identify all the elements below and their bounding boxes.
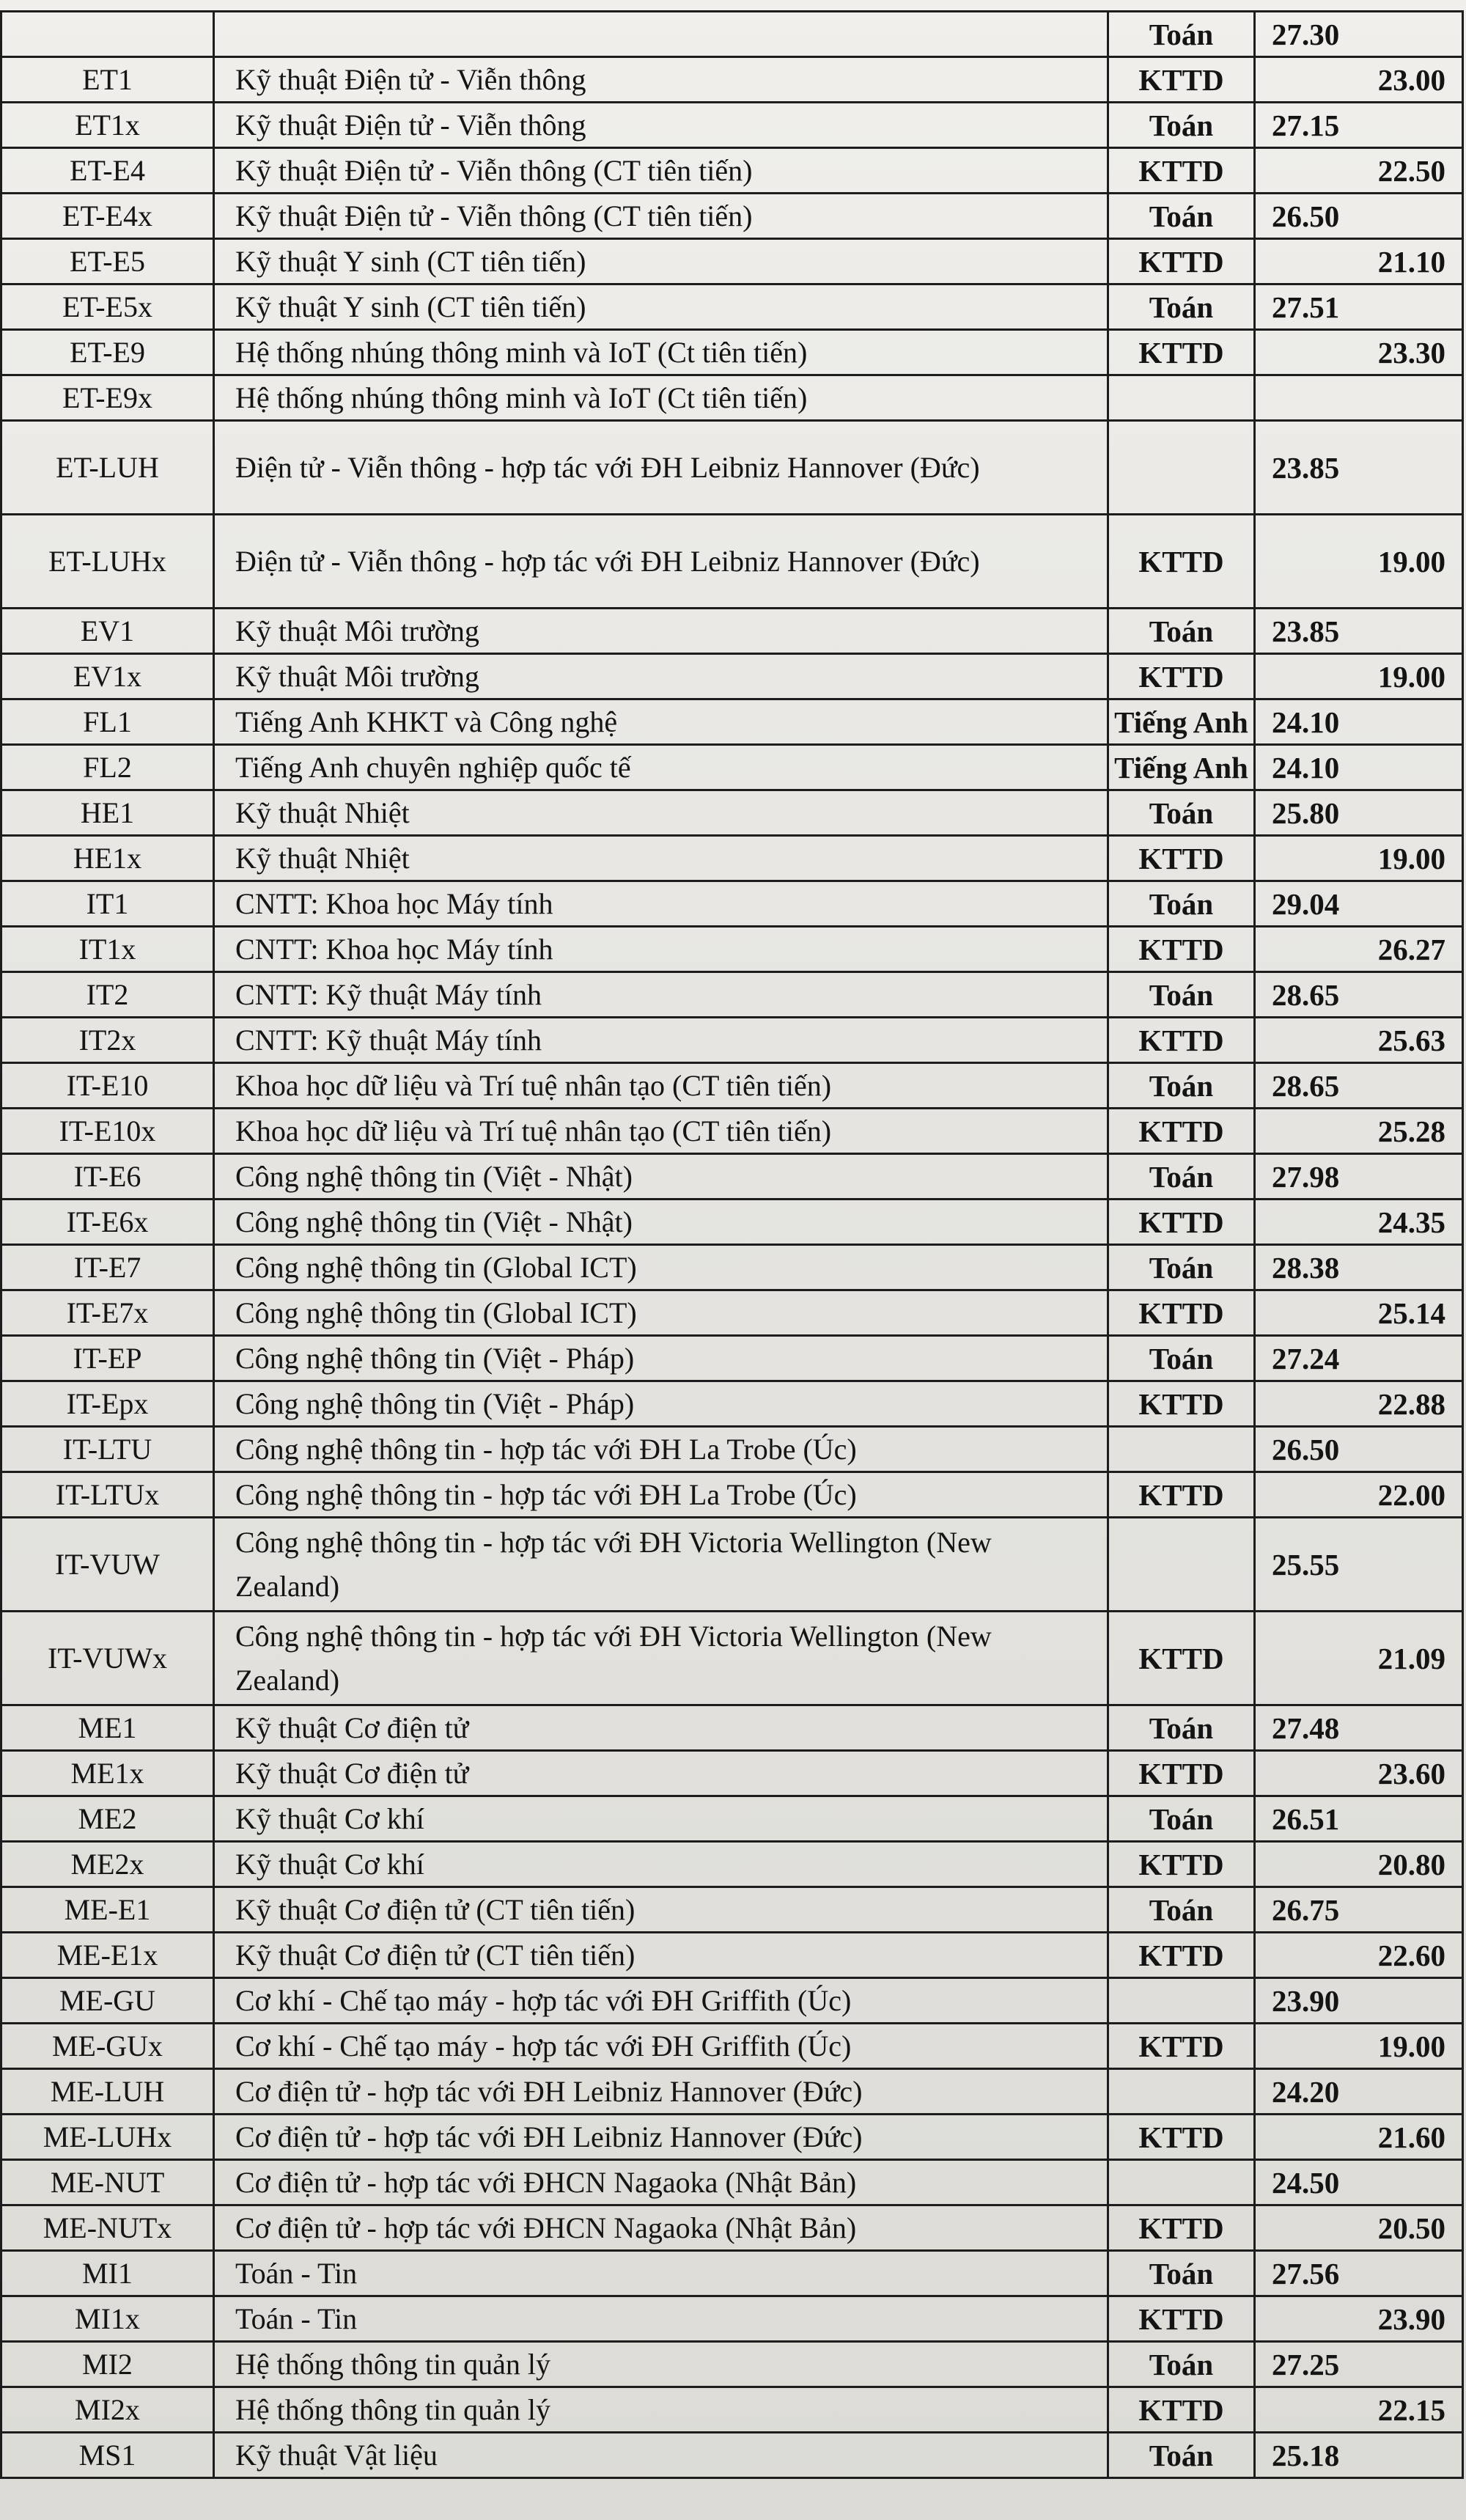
table-row: [1, 1842, 1463, 1887]
score-cell: 19.00: [1255, 654, 1463, 699]
score-cell: 24.10: [1255, 745, 1463, 790]
table-row: [1, 2433, 1463, 2478]
subject-cell: KTTD: [1108, 1751, 1255, 1796]
major-name-cell: Kỹ thuật Y sinh (CT tiên tiến): [214, 284, 1108, 330]
subject-cell: Tiếng Anh: [1108, 745, 1255, 790]
major-code-cell: ET-E5x: [1, 284, 214, 330]
admission-score-table: [0, 10, 1464, 2479]
subject-cell: Toán: [1108, 12, 1255, 57]
table-row: [1, 2069, 1463, 2115]
major-code-cell: IT-E7: [1, 1245, 214, 1290]
major-code-cell: IT-E6: [1, 1154, 214, 1200]
table-row: [1, 2205, 1463, 2251]
major-code-cell: ET-E4x: [1, 194, 214, 239]
table-row: [1, 1200, 1463, 1245]
table-row: [1, 1472, 1463, 1518]
major-code-cell: ET-LUH: [1, 421, 214, 515]
major-name-cell: Công nghệ thông tin (Việt - Pháp): [214, 1381, 1108, 1427]
score-cell: 23.85: [1255, 421, 1463, 515]
table-row: [1, 1290, 1463, 1336]
major-name-cell: Kỹ thuật Môi trường: [214, 654, 1108, 699]
score-cell: 23.85: [1255, 609, 1463, 654]
major-name-cell: Hệ thống thông tin quản lý: [214, 2387, 1108, 2433]
table-row: [1, 515, 1463, 609]
score-cell: 27.25: [1255, 2342, 1463, 2387]
major-name-cell: Kỹ thuật Cơ khí: [214, 1842, 1108, 1887]
subject-cell: Toán: [1108, 609, 1255, 654]
major-name-cell: Kỹ thuật Môi trường: [214, 609, 1108, 654]
score-cell: 28.38: [1255, 1245, 1463, 1290]
score-cell: 27.30: [1255, 12, 1463, 57]
major-name-cell: Kỹ thuật Cơ điện tử (CT tiên tiến): [214, 1887, 1108, 1933]
subject-cell: [1108, 2069, 1255, 2115]
major-code-cell: ME-E1: [1, 1887, 214, 1933]
subject-cell: KTTD: [1108, 836, 1255, 881]
major-name-cell: Cơ khí - Chế tạo máy - hợp tác với ĐH Griffith (Úc): [214, 2024, 1108, 2069]
score-cell: 19.00: [1255, 515, 1463, 609]
subject-cell: Toán: [1108, 881, 1255, 927]
subject-cell: Toán: [1108, 1063, 1255, 1109]
table-row: [1, 1887, 1463, 1933]
major-code-cell: IT-Epx: [1, 1381, 214, 1427]
subject-cell: KTTD: [1108, 2296, 1255, 2342]
table-row: [1, 1796, 1463, 1842]
major-name-cell: [214, 12, 1108, 57]
major-code-cell: FL2: [1, 745, 214, 790]
major-code-cell: IT-VUW: [1, 1518, 214, 1612]
table-row: [1, 1245, 1463, 1290]
subject-cell: Toán: [1108, 2342, 1255, 2387]
major-code-cell: ET-LUHx: [1, 515, 214, 609]
subject-cell: Toán: [1108, 1887, 1255, 1933]
subject-cell: Toán: [1108, 1796, 1255, 1842]
major-name-cell: Kỹ thuật Vật liệu: [214, 2433, 1108, 2478]
table-row: [1, 927, 1463, 972]
major-name-cell: Cơ điện tử - hợp tác với ĐHCN Nagaoka (Nhật Bản): [214, 2160, 1108, 2205]
major-code-cell: ME1: [1, 1705, 214, 1751]
table-row: [1, 375, 1463, 421]
table-row: [1, 2387, 1463, 2433]
score-cell: 26.27: [1255, 927, 1463, 972]
subject-cell: Toán: [1108, 1705, 1255, 1751]
major-name-cell: Công nghệ thông tin (Việt - Pháp): [214, 1336, 1108, 1381]
major-name-cell: CNTT: Kỹ thuật Máy tính: [214, 972, 1108, 1018]
major-code-cell: IT2: [1, 972, 214, 1018]
table-row: [1, 1427, 1463, 1472]
major-name-cell: Kỹ thuật Điện tử - Viễn thông (CT tiên tiến): [214, 194, 1108, 239]
subject-cell: KTTD: [1108, 1381, 1255, 1427]
score-cell: 27.48: [1255, 1705, 1463, 1751]
major-name-cell: Điện tử - Viễn thông - hợp tác với ĐH Leibniz Hannover (Đức): [214, 421, 1108, 515]
major-name-cell: Khoa học dữ liệu và Trí tuệ nhân tạo (CT tiên tiến): [214, 1109, 1108, 1154]
score-cell: 29.04: [1255, 881, 1463, 927]
score-cell: 22.15: [1255, 2387, 1463, 2433]
subject-cell: [1108, 1427, 1255, 1472]
major-name-cell: Cơ điện tử - hợp tác với ĐH Leibniz Hannover (Đức): [214, 2115, 1108, 2160]
major-code-cell: ET1: [1, 57, 214, 103]
major-code-cell: IT-E7x: [1, 1290, 214, 1336]
subject-cell: Toán: [1108, 1154, 1255, 1200]
major-code-cell: ME-GU: [1, 1978, 214, 2024]
major-name-cell: Kỹ thuật Điện tử - Viễn thông (CT tiên tiến): [214, 148, 1108, 194]
major-code-cell: IT-LTUx: [1, 1472, 214, 1518]
score-cell: [1255, 375, 1463, 421]
major-name-cell: Công nghệ thông tin (Việt - Nhật): [214, 1154, 1108, 1200]
major-code-cell: IT-E10: [1, 1063, 214, 1109]
table-row: [1, 2296, 1463, 2342]
major-name-cell: Công nghệ thông tin (Global ICT): [214, 1245, 1108, 1290]
subject-cell: Tiếng Anh: [1108, 699, 1255, 745]
subject-cell: KTTD: [1108, 2115, 1255, 2160]
major-code-cell: ME1x: [1, 1751, 214, 1796]
major-code-cell: ME-NUTx: [1, 2205, 214, 2251]
score-cell: 25.55: [1255, 1518, 1463, 1612]
score-cell: 21.60: [1255, 2115, 1463, 2160]
table-row: [1, 2342, 1463, 2387]
subject-cell: [1108, 2160, 1255, 2205]
major-code-cell: IT1: [1, 881, 214, 927]
table-row: [1, 2115, 1463, 2160]
table-row: [1, 609, 1463, 654]
major-name-cell: Khoa học dữ liệu và Trí tuệ nhân tạo (CT tiên tiến): [214, 1063, 1108, 1109]
subject-cell: [1108, 1518, 1255, 1612]
major-code-cell: IT-VUWx: [1, 1612, 214, 1705]
subject-cell: KTTD: [1108, 148, 1255, 194]
subject-cell: Toán: [1108, 2251, 1255, 2296]
major-code-cell: IT2x: [1, 1018, 214, 1063]
table-row: [1, 12, 1463, 57]
score-cell: 28.65: [1255, 972, 1463, 1018]
score-cell: 27.51: [1255, 284, 1463, 330]
table-row: [1, 194, 1463, 239]
table-row: [1, 1381, 1463, 1427]
score-cell: 25.80: [1255, 790, 1463, 836]
major-name-cell: Hệ thống thông tin quản lý: [214, 2342, 1108, 2387]
major-name-cell: Hệ thống nhúng thông minh và IoT (Ct tiên tiến): [214, 330, 1108, 375]
subject-cell: KTTD: [1108, 330, 1255, 375]
major-code-cell: HE1x: [1, 836, 214, 881]
major-name-cell: Toán - Tin: [214, 2251, 1108, 2296]
score-cell: 27.98: [1255, 1154, 1463, 1200]
table-body: [1, 12, 1463, 2478]
major-code-cell: ME2: [1, 1796, 214, 1842]
subject-cell: KTTD: [1108, 1612, 1255, 1705]
score-cell: 19.00: [1255, 836, 1463, 881]
subject-cell: KTTD: [1108, 1933, 1255, 1978]
major-code-cell: IT-E6x: [1, 1200, 214, 1245]
major-code-cell: ME-E1x: [1, 1933, 214, 1978]
major-name-cell: CNTT: Khoa học Máy tính: [214, 881, 1108, 927]
subject-cell: [1108, 375, 1255, 421]
major-code-cell: [1, 12, 214, 57]
major-name-cell: Công nghệ thông tin - hợp tác với ĐH La Trobe (Úc): [214, 1427, 1108, 1472]
score-cell: 28.65: [1255, 1063, 1463, 1109]
major-name-cell: Tiếng Anh KHKT và Công nghệ: [214, 699, 1108, 745]
score-cell: 22.88: [1255, 1381, 1463, 1427]
table-row: [1, 972, 1463, 1018]
major-name-cell: Cơ điện tử - hợp tác với ĐHCN Nagaoka (Nhật Bản): [214, 2205, 1108, 2251]
table-row: [1, 239, 1463, 284]
table-row: [1, 1336, 1463, 1381]
major-code-cell: ET1x: [1, 103, 214, 148]
major-name-cell: Kỹ thuật Cơ khí: [214, 1796, 1108, 1842]
subject-cell: [1108, 421, 1255, 515]
major-name-cell: Hệ thống nhúng thông minh và IoT (Ct tiên tiến): [214, 375, 1108, 421]
table-row: [1, 1705, 1463, 1751]
major-name-cell: Kỹ thuật Cơ điện tử: [214, 1705, 1108, 1751]
table-row: [1, 745, 1463, 790]
score-cell: 27.15: [1255, 103, 1463, 148]
subject-cell: KTTD: [1108, 515, 1255, 609]
subject-cell: Toán: [1108, 972, 1255, 1018]
score-cell: 25.18: [1255, 2433, 1463, 2478]
subject-cell: KTTD: [1108, 239, 1255, 284]
score-cell: 21.09: [1255, 1612, 1463, 1705]
subject-cell: Toán: [1108, 790, 1255, 836]
major-code-cell: ET-E4: [1, 148, 214, 194]
major-code-cell: IT-E10x: [1, 1109, 214, 1154]
table-row: [1, 421, 1463, 515]
subject-cell: KTTD: [1108, 927, 1255, 972]
subject-cell: Toán: [1108, 284, 1255, 330]
table-row: [1, 1109, 1463, 1154]
score-cell: 26.50: [1255, 194, 1463, 239]
table-row: [1, 1978, 1463, 2024]
major-code-cell: EV1: [1, 609, 214, 654]
table-row: [1, 1063, 1463, 1109]
major-code-cell: ET-E9x: [1, 375, 214, 421]
subject-cell: KTTD: [1108, 1200, 1255, 1245]
score-cell: 24.50: [1255, 2160, 1463, 2205]
major-code-cell: MI1x: [1, 2296, 214, 2342]
table-row: [1, 1933, 1463, 1978]
score-cell: 27.56: [1255, 2251, 1463, 2296]
major-code-cell: HE1: [1, 790, 214, 836]
table-row: [1, 1751, 1463, 1796]
major-name-cell: Điện tử - Viễn thông - hợp tác với ĐH Leibniz Hannover (Đức): [214, 515, 1108, 609]
table-row: [1, 284, 1463, 330]
major-code-cell: EV1x: [1, 654, 214, 699]
major-name-cell: Công nghệ thông tin - hợp tác với ĐH Victoria Wellington (New Zealand): [214, 1518, 1108, 1612]
subject-cell: KTTD: [1108, 1472, 1255, 1518]
table-row: [1, 1518, 1463, 1612]
subject-cell: [1108, 1978, 1255, 2024]
score-cell: 27.24: [1255, 1336, 1463, 1381]
subject-cell: KTTD: [1108, 1290, 1255, 1336]
major-code-cell: ME2x: [1, 1842, 214, 1887]
major-code-cell: ME-NUT: [1, 2160, 214, 2205]
major-name-cell: Công nghệ thông tin (Global ICT): [214, 1290, 1108, 1336]
table-row: [1, 330, 1463, 375]
score-cell: 21.10: [1255, 239, 1463, 284]
score-cell: 20.80: [1255, 1842, 1463, 1887]
score-cell: 20.50: [1255, 2205, 1463, 2251]
major-code-cell: ME-LUH: [1, 2069, 214, 2115]
score-cell: 25.63: [1255, 1018, 1463, 1063]
score-cell: 24.10: [1255, 699, 1463, 745]
major-code-cell: IT-EP: [1, 1336, 214, 1381]
major-name-cell: Công nghệ thông tin - hợp tác với ĐH Victoria Wellington (New Zealand): [214, 1612, 1108, 1705]
major-code-cell: ME-GUx: [1, 2024, 214, 2069]
subject-cell: KTTD: [1108, 1018, 1255, 1063]
major-code-cell: ET-E5: [1, 239, 214, 284]
major-code-cell: MI2x: [1, 2387, 214, 2433]
score-cell: 26.51: [1255, 1796, 1463, 1842]
subject-cell: KTTD: [1108, 2387, 1255, 2433]
major-name-cell: Công nghệ thông tin - hợp tác với ĐH La Trobe (Úc): [214, 1472, 1108, 1518]
major-code-cell: ET-E9: [1, 330, 214, 375]
subject-cell: KTTD: [1108, 57, 1255, 103]
major-name-cell: Công nghệ thông tin (Việt - Nhật): [214, 1200, 1108, 1245]
major-name-cell: Cơ điện tử - hợp tác với ĐH Leibniz Hannover (Đức): [214, 2069, 1108, 2115]
subject-cell: KTTD: [1108, 2024, 1255, 2069]
score-cell: 19.00: [1255, 2024, 1463, 2069]
subject-cell: Toán: [1108, 194, 1255, 239]
table-row: [1, 57, 1463, 103]
major-code-cell: MI2: [1, 2342, 214, 2387]
major-name-cell: Kỹ thuật Y sinh (CT tiên tiến): [214, 239, 1108, 284]
major-name-cell: Kỹ thuật Điện tử - Viễn thông: [214, 103, 1108, 148]
score-cell: 23.00: [1255, 57, 1463, 103]
major-name-cell: Kỹ thuật Điện tử - Viễn thông: [214, 57, 1108, 103]
table-row: [1, 1612, 1463, 1705]
major-name-cell: Kỹ thuật Cơ điện tử: [214, 1751, 1108, 1796]
major-code-cell: MI1: [1, 2251, 214, 2296]
table-row: [1, 2160, 1463, 2205]
score-cell: 22.00: [1255, 1472, 1463, 1518]
major-name-cell: Tiếng Anh chuyên nghiệp quốc tế: [214, 745, 1108, 790]
score-cell: 23.30: [1255, 330, 1463, 375]
major-name-cell: Cơ khí - Chế tạo máy - hợp tác với ĐH Griffith (Úc): [214, 1978, 1108, 2024]
major-name-cell: Kỹ thuật Nhiệt: [214, 836, 1108, 881]
major-name-cell: Kỹ thuật Nhiệt: [214, 790, 1108, 836]
table-row: [1, 103, 1463, 148]
score-cell: 25.14: [1255, 1290, 1463, 1336]
score-cell: 26.75: [1255, 1887, 1463, 1933]
major-name-cell: Kỹ thuật Cơ điện tử (CT tiên tiến): [214, 1933, 1108, 1978]
major-name-cell: Toán - Tin: [214, 2296, 1108, 2342]
major-code-cell: IT1x: [1, 927, 214, 972]
subject-cell: Toán: [1108, 103, 1255, 148]
score-cell: 24.20: [1255, 2069, 1463, 2115]
table-row: [1, 881, 1463, 927]
subject-cell: KTTD: [1108, 654, 1255, 699]
score-cell: 23.90: [1255, 2296, 1463, 2342]
subject-cell: Toán: [1108, 2433, 1255, 2478]
table-row: [1, 1018, 1463, 1063]
subject-cell: KTTD: [1108, 1842, 1255, 1887]
table-row: [1, 2024, 1463, 2069]
major-code-cell: ME-LUHx: [1, 2115, 214, 2160]
table-row: [1, 1154, 1463, 1200]
table-row: [1, 148, 1463, 194]
score-cell: 22.60: [1255, 1933, 1463, 1978]
major-name-cell: CNTT: Kỹ thuật Máy tính: [214, 1018, 1108, 1063]
table-row: [1, 836, 1463, 881]
major-name-cell: CNTT: Khoa học Máy tính: [214, 927, 1108, 972]
subject-cell: Toán: [1108, 1336, 1255, 1381]
subject-cell: KTTD: [1108, 2205, 1255, 2251]
subject-cell: KTTD: [1108, 1109, 1255, 1154]
table-row: [1, 654, 1463, 699]
score-cell: 25.28: [1255, 1109, 1463, 1154]
score-cell: 26.50: [1255, 1427, 1463, 1472]
major-code-cell: MS1: [1, 2433, 214, 2478]
table-row: [1, 2251, 1463, 2296]
table-row: [1, 699, 1463, 745]
score-cell: 22.50: [1255, 148, 1463, 194]
score-cell: 23.90: [1255, 1978, 1463, 2024]
major-code-cell: IT-LTU: [1, 1427, 214, 1472]
major-code-cell: FL1: [1, 699, 214, 745]
score-cell: 24.35: [1255, 1200, 1463, 1245]
table-row: [1, 790, 1463, 836]
subject-cell: Toán: [1108, 1245, 1255, 1290]
score-cell: 23.60: [1255, 1751, 1463, 1796]
